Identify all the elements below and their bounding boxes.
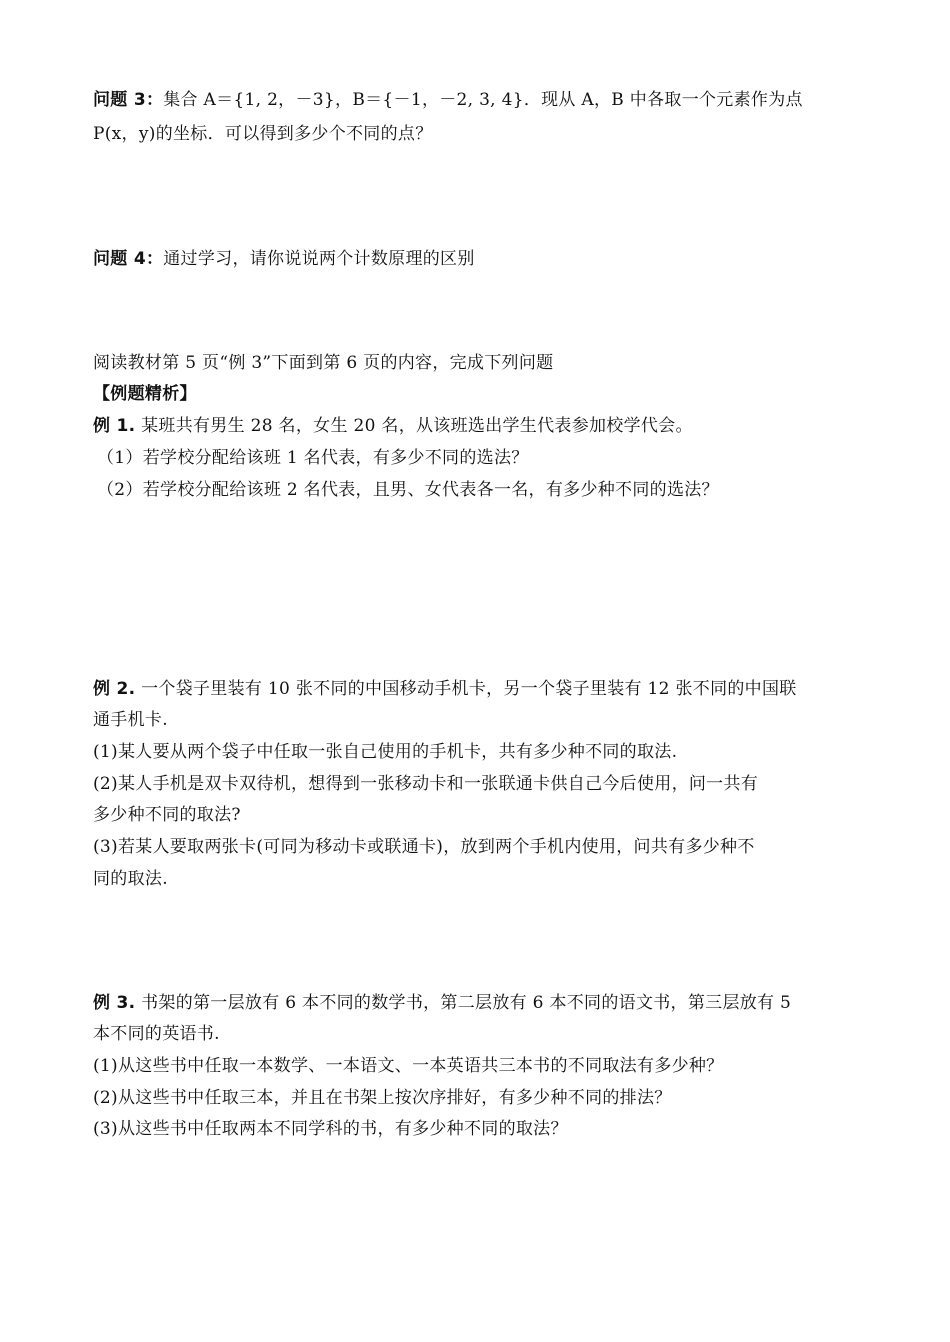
reading-instruction: 阅读教材第 5 页“例 3”下面到第 6 页的内容，完成下列问题 — [93, 353, 554, 373]
question-3-line-2: P(x，y)的坐标．可以得到多少个不同的点？ — [93, 124, 433, 144]
example-2-part-1: (1)某人要从两个袋子中任取一张自己使用的手机卡，共有多少种不同的取法. — [93, 742, 678, 762]
example-1-stem — [93, 414, 853, 438]
example-1-text: 某班共有男生 28 名，女生 20 名，从该班选出学生代表参加校学代会。 — [135, 416, 693, 436]
example-3-text: 书架的第一层放有 6 本不同的数学书，第二层放有 6 本不同的语文书，第三层放有 5 — [135, 993, 792, 1013]
question-3-text: 集合 A＝{1, 2，－3}，B＝{－1，－2, 3, 4}．现从 A，B 中各取一个元素作为点 — [163, 90, 803, 110]
example-1-part-2: （2）若学校分配给该班 2 名代表，且男、女代表各一名，有多少种不同的选法？ — [97, 480, 719, 500]
example-3-part-3: (3)从这些书中任取两本不同学科的书，有多少种不同的取法？ — [93, 1119, 568, 1139]
example-2-stem-line-1 — [93, 677, 853, 701]
question-3-label: 问题 3： — [93, 90, 164, 110]
question-4-label: 问题 4： — [93, 249, 164, 269]
example-3-label: 例 3. — [93, 993, 136, 1013]
example-2-part-3-line-2: 同的取法. — [93, 869, 168, 889]
example-2-part-2-line-2: 多少种不同的取法? — [93, 805, 241, 825]
example-2-text: 一个袋子里装有 10 张不同的中国移动手机卡，另一个袋子里装有 12 张不同的中国联 — [135, 679, 797, 699]
example-3-stem-line-2: 本不同的英语书. — [93, 1024, 220, 1044]
example-2-stem-line-2: 通手机卡. — [93, 710, 168, 730]
example-2-part-2-line-1: (2)某人手机是双卡双待机，想得到一张移动卡和一张联通卡供自己今后使用，问一共有 — [93, 774, 759, 794]
question-4-text: 通过学习，请你说说两个计数原理的区别 — [163, 249, 475, 269]
example-3-part-1: (1)从这些书中任取一本数学、一本语文、一本英语共三本书的不同取法有多少种？ — [93, 1056, 724, 1076]
example-3-stem-line-1 — [93, 991, 853, 1015]
example-2-part-3-line-1: (3)若某人要取两张卡(可同为移动卡或联通卡)，放到两个手机内使用，问共有多少种不 — [93, 837, 755, 857]
question-3-line-1 — [93, 88, 853, 112]
example-1-label: 例 1. — [93, 416, 136, 436]
example-3-part-2: (2)从这些书中任取三本，并且在书架上按次序排好，有多少种不同的排法？ — [93, 1088, 672, 1108]
section-title: 【例题精析】 — [93, 384, 197, 404]
example-1-part-1: （1）若学校分配给该班 1 名代表，有多少不同的选法？ — [97, 448, 529, 468]
question-4 — [93, 247, 853, 271]
example-2-label: 例 2. — [93, 679, 136, 699]
